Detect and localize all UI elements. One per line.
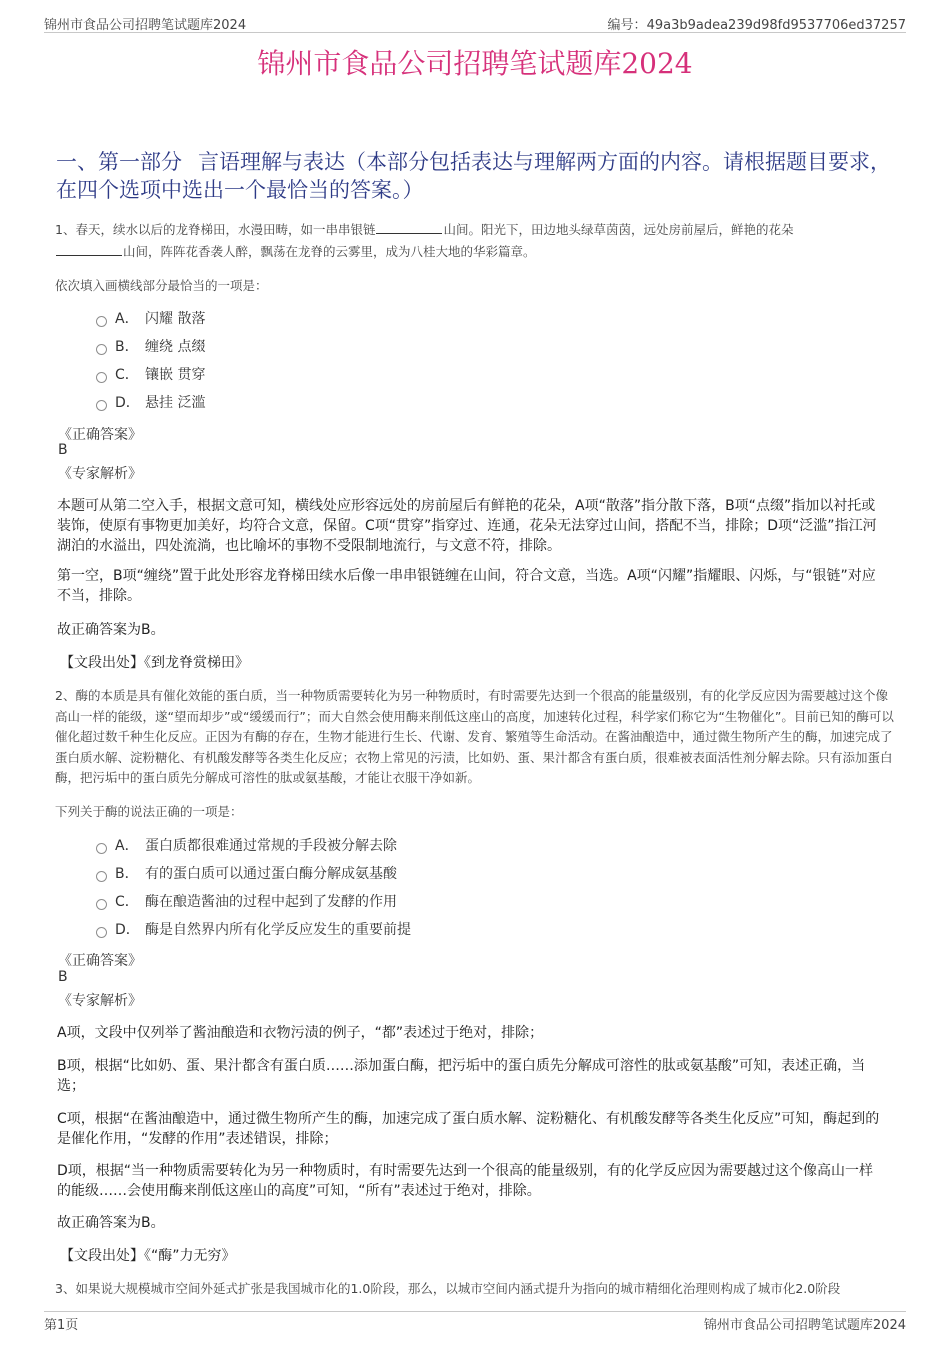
footer-page-number: 第1页 (44, 1318, 79, 1333)
radio-icon[interactable] (96, 344, 107, 355)
q2-analysis-conclusion: 故正确答案为B。 (57, 1215, 165, 1231)
header-doc-code (608, 14, 906, 33)
question-1-options (96, 304, 876, 416)
radio-icon[interactable] (96, 400, 107, 411)
q2-analysis-paragraph: D项，根据“当一种物质需要转化为另一种物质时，有时需要先达到一个很高的能量级别，有的化学反应因为需要越过这个像高山一样的能级……会使用酶来削低这座山的高度”可知，“所有”表述过于绝对，排除。 (57, 1163, 874, 1199)
option-text: 缠绕 点缀 (145, 339, 206, 355)
footer-doc-title: 锦州市食品公司招聘笔试题库2024 (703, 1318, 906, 1333)
q1-analysis-paragraph: 本题可从第二空入手，根据文意可知，横线处应形容远处的房前屋后有鲜艳的花朵，A项“散落”指分散下落，B项“点缀”指加以衬托或装饰，使原有事物更加美好，均符合文意，保留。C项“贯穿”指穿过、连通，花朵无法穿过山间，搭配不当，排除；D项“泛滥”指江河湖泊的水溢出，四处流淌，也比喻坏的事物不受限制地流行，与文意不符，排除。 (57, 498, 877, 554)
option-text: 悬挂 泛滥 (145, 395, 206, 411)
header-code-label: 编号： (607, 18, 647, 33)
q1-answer-label: 《正确答案》 (58, 427, 142, 443)
option-text: 闪耀 散落 (145, 311, 206, 327)
header-code-value: 49a3b9adea239d98fd9537706ed37257 (646, 18, 906, 33)
option-text: 蛋白质都很难通过常规的手段被分解去除 (145, 838, 397, 854)
q2-answer: B (58, 969, 68, 985)
header-doc-title: 锦州市食品公司招聘笔试题库2024 (44, 18, 247, 33)
q2-analysis-paragraph: B项，根据“比如奶、蛋、果汁都含有蛋白质……添加蛋白酶，把污垢中的蛋白质先分解成可溶性的肽或氨基酸”可知，表述正确，当选； (57, 1058, 866, 1094)
option-letter: B． (115, 866, 139, 882)
q1-analysis-label: 《专家解析》 (58, 466, 142, 482)
option-letter: B． (115, 339, 139, 355)
q1-text-part-b: 山间。阳光下，田边地头绿草茵茵，远处房前屋后，鲜艳的花朵 (443, 222, 794, 237)
option-letter: C． (115, 894, 139, 910)
radio-icon[interactable] (96, 927, 107, 938)
q2-option-d[interactable] (96, 915, 876, 943)
q2-analysis-paragraph: A项，文段中仅列举了酱油酿造和衣物污渍的例子，“都”表述过于绝对，排除； (57, 1025, 544, 1041)
q2-answer-label: 《正确答案》 (58, 953, 142, 969)
question-2-options (96, 831, 876, 943)
q1-source: 【文段出处】《到龙脊赏梯田》 (60, 655, 249, 671)
q1-text-part-c: 山间，阵阵花香袭人醉，飘荡在龙脊的云雾里，成为八桂大地的华彩篇章。 (123, 243, 536, 259)
radio-icon[interactable] (96, 843, 107, 854)
q1-option-c[interactable] (96, 360, 876, 388)
q2-analysis-paragraph: C项，根据“在酱油酿造中，通过微生物所产生的酶，加速完成了蛋白质水解、淀粉糖化、有机酸发酵等各类生化反应”可知，酶起到的是催化作用，“发酵的作用”表述错误，排除； (57, 1111, 880, 1147)
option-text: 有的蛋白质可以通过蛋白酶分解成氨基酸 (145, 866, 397, 882)
fill-blank-1 (376, 219, 442, 234)
q1-analysis-conclusion: 故正确答案为B。 (57, 622, 165, 638)
q1-option-b[interactable] (96, 332, 876, 360)
q2-option-a[interactable] (96, 831, 876, 859)
q2-option-b[interactable] (96, 859, 876, 887)
question-1-prompt: 依次填入画横线部分最恰当的一项是： (55, 278, 268, 293)
q1-text-part-a: 1、春天，续水以后的龙脊梯田，水漫田畴，如一串串银链 (55, 222, 376, 237)
option-letter: C． (115, 367, 139, 383)
section-prefix: 一、第一部分 (56, 150, 182, 174)
question-1-text (55, 219, 895, 262)
q1-analysis-paragraph: 第一空，B项“缠绕”置于此处形容龙脊梯田续水后像一串串银链缠在山间，符合文意，当选。A项“闪耀”指耀眼、闪烁，与“银链”对应不当，排除。 (57, 568, 876, 604)
fill-blank-2 (56, 241, 122, 256)
option-letter: D． (115, 922, 140, 938)
option-text: 镶嵌 贯穿 (145, 367, 206, 383)
footer-divider (44, 1311, 906, 1312)
q1-option-d[interactable] (96, 388, 876, 416)
question-2-prompt: 下列关于酶的说法正确的一项是： (55, 804, 243, 819)
radio-icon[interactable] (96, 871, 107, 882)
radio-icon[interactable] (96, 316, 107, 327)
document-title: 锦州市食品公司招聘笔试题库2024 (257, 47, 693, 80)
q2-analysis-label: 《专家解析》 (58, 993, 142, 1009)
page-header (44, 14, 906, 34)
header-divider (44, 32, 906, 33)
question-3-text: 3、如果说大规模城市空间外延式扩张是我国城市化的1.0阶段，那么，以城市空间内涵式提升为指向的城市精细化治理则构成了城市化2.0阶段 (55, 1281, 841, 1296)
section-text: 言语理解与表达（本部分包括表达与理解两方面的内容。请根据题目要求，在四个选项中选出一个最恰当的答案。） (56, 150, 891, 202)
option-text: 酶在酿造酱油的过程中起到了发酵的作用 (145, 894, 397, 910)
q2-option-c[interactable] (96, 887, 876, 915)
question-2-text: 2、酶的本质是具有催化效能的蛋白质，当一种物质需要转化为另一种物质时，有时需要先达到一个很高的能量级别，有的化学反应因为需要越过这个像高山一样的能级，遂“望而却步”或“缓缓而行”；而大自然会使用酶来削低这座山的高度，加速转化过程，科学家们称它为“生物催化”。目前已知的酶可以催化超过数千种生化反应。正因为有酶的存在，生物才能进行生长、代谢、发育、繁殖等生命活动。在酱油酿造中，通过微生物所产生的酶，加速完成了蛋白质水解、淀粉糖化、有机酸发酵等各类生化反应；衣物上常见的污渍，比如奶、蛋、果汁都含有蛋白质，很难被表面活性剂分解去除。只有添加蛋白酶，把污垢中的蛋白质先分解成可溶性的肽或氨基酸，才能让衣服干净如新。 (55, 688, 894, 785)
q1-answer: B (58, 442, 68, 458)
option-letter: A． (115, 311, 139, 327)
radio-icon[interactable] (96, 899, 107, 910)
option-letter: A． (115, 838, 139, 854)
q1-option-a[interactable] (96, 304, 876, 332)
section-heading (56, 148, 896, 204)
radio-icon[interactable] (96, 372, 107, 383)
option-letter: D． (115, 395, 140, 411)
q2-source: 【文段出处】《“酶”力无穷》 (60, 1248, 236, 1264)
option-text: 酶是自然界内所有化学反应发生的重要前提 (145, 922, 411, 938)
